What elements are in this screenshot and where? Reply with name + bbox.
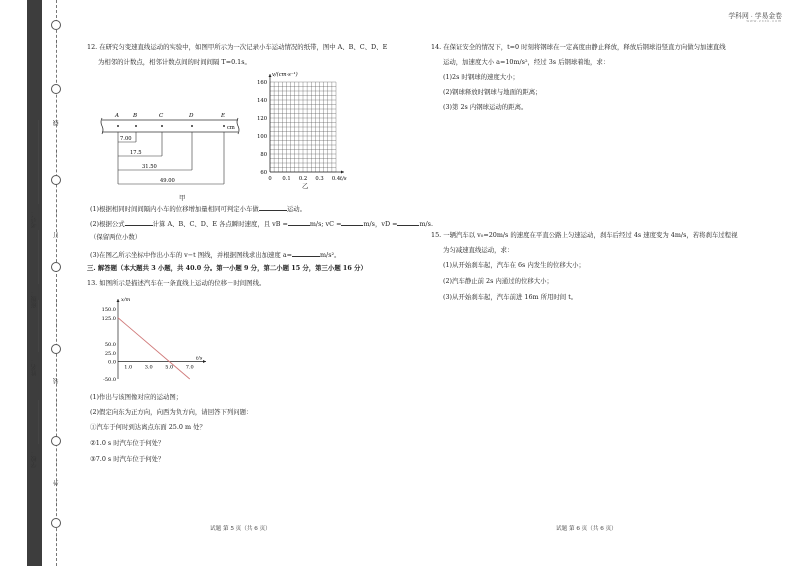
brand-logo: 学科网 · 学易金卷 [728,13,782,20]
y-tick-label: 50.0 [104,342,116,348]
x-tick-label: 0.1 [282,176,291,182]
tape-value: 7.00 [120,136,132,142]
x-tick-label: 0.2 [298,176,308,182]
q15-part3: (3)从开始刹车起，汽车前进 16m 所用时间 t。 [443,293,578,301]
paper-tape-figure [100,110,246,192]
strip-mark: 订 [53,232,60,238]
q12-part1 [90,204,306,214]
circle-mark [51,344,61,354]
tape-value: 17.5 [130,150,142,156]
tape-label-b: B [133,113,138,119]
field-id-label: 考号： [31,210,38,228]
q15-part1: (1)从开始刹车起，汽车在 6s 内发生的位移大小； [443,261,585,269]
x-tick-label: 7.0 [185,364,194,371]
blank-5[interactable] [397,219,419,226]
q14-part1: (1)2s 时钢球的速度大小； [443,73,519,81]
q12-part2-text: (2)根据公式 [90,220,125,228]
strip-mark: … [52,322,59,328]
tape-label-e: E [221,113,226,119]
q12-part1-end: 运动。 [286,205,306,213]
y-tick-label: 150.0 [101,307,116,313]
y-tick-label: 60 [260,170,267,176]
q12-part2-mid: 计算 A、B、C、D、E 各点瞬时速度，且 vB = [152,220,288,228]
q12-part2-note: （保留两位小数） [90,233,142,241]
section-heading: 三. 解答题（本大题共 3 小题，共 40.0 分。第一小题 9 分，第二小题 15 分，第三小题 16 分） [87,264,367,272]
tape-label-c: C [159,113,164,119]
strip-mark: … [52,460,59,466]
circle-mark [51,518,61,528]
y-tick-label: 25.0 [104,350,116,357]
blank-3[interactable] [288,219,310,226]
q13-line1: 13. 如图所示是描述汽车在一条直线上运动的位移－时间图线。 [87,279,266,287]
tape-value: 49.00 [160,178,175,184]
y-tick-label: 100 [257,134,267,140]
circle-mark [51,262,61,272]
tape-label-d: D [189,113,194,119]
strip-mark: … [52,400,59,406]
circle-mark [51,436,61,446]
strip-mark: … [52,210,59,216]
x-tick-label: 0 [268,176,272,182]
vt-chart [248,68,360,190]
gray-bar [27,0,42,566]
y-tick-label: 160 [257,80,267,86]
x-tick-label: 5.0 [165,364,174,371]
q12-part2-u2: m/s，vD = [363,220,398,228]
blank-2[interactable] [125,219,153,226]
y-tick-label: 120 [257,116,267,122]
q14-part3: (3)第 2s 内钢球运动的距离。 [443,103,528,111]
x-tick-label: 1.0 [124,364,133,371]
x-tick-label: 3.0 [144,364,153,371]
strip-mark: 外 [53,480,60,486]
figure-a-caption: 甲 [179,194,186,202]
q12-part3-text: (3)在图乙所示坐标中作出小车的 v−t 图线，并根据图线求出加速度 a= [90,251,292,259]
q13-sub3: ③7.0 s 时汽车位于何处？ [90,455,165,463]
binding-strip [0,0,72,566]
field-id-line[interactable] [38,120,39,204]
q15-line1: 15. 一辆汽车以 v₀=20m/s 的速度在平直公路上匀速运动，刹车后经过 4s 速度变为 4m/s，若将刹车过程视 [431,231,738,239]
tape-value: 31.50 [142,164,157,170]
q12-part3-end: m/s²。 [320,251,341,259]
y-tick-label: 80 [260,152,267,158]
y-tick-label: -50.0 [103,377,116,383]
q14-line2: 运动，加速度大小 a=10m/s²，经过 3s 后钢球着地，求： [443,58,610,66]
q13-sub1: ①汽车于何时到达离点东面 25.0 m 处？ [90,423,206,431]
circle-mark [51,84,61,94]
q12-line1: 12. 在研究匀变速直线运动的实验中，如图甲所示为一次记录小车运动情况的纸带，图中 A、B、C、D、E [87,43,388,51]
page-footer-left: 试题 第 5 页（共 6 页） [210,526,271,532]
field-school-label: 学校： [31,450,38,468]
x-axis-label: t/s [340,176,347,182]
q15-part2: (2)汽车静止前 2s 内通过的位移大小； [443,277,553,285]
field-class-label: 班级： [31,290,38,308]
x-tick-label: 0.3 [315,176,324,182]
q13-sub2: ②1.0 s 时汽车位于何处？ [90,439,165,447]
q14-line1: 14. 在保证安全的情况下，t=0 时刻将钢球在一定高度由静止释放，释放后钢球沿竖直方向做匀加速直线 [431,43,726,51]
strip-mark: 线 [53,120,60,126]
x-axis-label: t/s [196,355,203,362]
tape-unit: cm [227,125,235,131]
blank-1[interactable] [259,204,287,211]
strip-mark: … [52,300,59,306]
q12-part2-u1: m/s; vC = [309,220,342,228]
circle-mark [51,20,61,30]
blank-6[interactable] [292,250,320,257]
x-tick-label: 0.4 [331,176,341,182]
q12-part2-u3: m/s. [419,220,433,228]
y-axis-label: v/(cm·s⁻¹) [272,72,298,78]
figure-b-caption: 乙 [302,182,309,190]
page-footer-right: 试题 第 6 页（共 6 页） [556,526,617,532]
strip-mark: … [52,500,59,506]
brand-logo-sub: www.zxxk.com [746,19,782,23]
field-class-line[interactable] [38,230,39,284]
q13-part1: (1)作出与该图像对应的运动图； [90,393,183,401]
field-school-line[interactable] [38,400,39,444]
y-tick-label: 140 [257,98,267,104]
circle-mark [51,175,61,185]
y-tick-label: 125.0 [101,315,116,322]
strip-mark: 装 [53,378,60,384]
y-axis-arrow [117,299,120,302]
blank-4[interactable] [341,219,363,226]
strip-mark: … [52,535,59,541]
x-axis-arrow [203,360,206,363]
q12-part1-text: (1)根据相同时间间隔内小车的位移增加量相同可判定小车做 [90,205,259,213]
xt-chart [96,293,220,391]
field-name-label: 姓名： [31,358,38,376]
x-axis-arrow [341,171,344,174]
q12-line2: 为相邻的计数点，相邻计数点间的时间间隔 T=0.1s。 [98,58,251,66]
q12-part3 [90,250,340,260]
y-axis-label: x/m [121,297,131,303]
strip-mark: … [52,40,59,46]
strip-mark: … [52,150,59,156]
q14-part2: (2)钢球释放时钢球与地面的距离； [443,88,542,96]
q13-part2: (2)假定向东为正方向，向西为负方向，请回答下列问题： [90,408,253,416]
y-tick-label: 0.0 [108,359,116,366]
q15-line2: 为匀减速直线运动，求： [443,246,514,254]
q12-part2 [90,219,433,229]
tape-label-a: A [115,113,120,119]
